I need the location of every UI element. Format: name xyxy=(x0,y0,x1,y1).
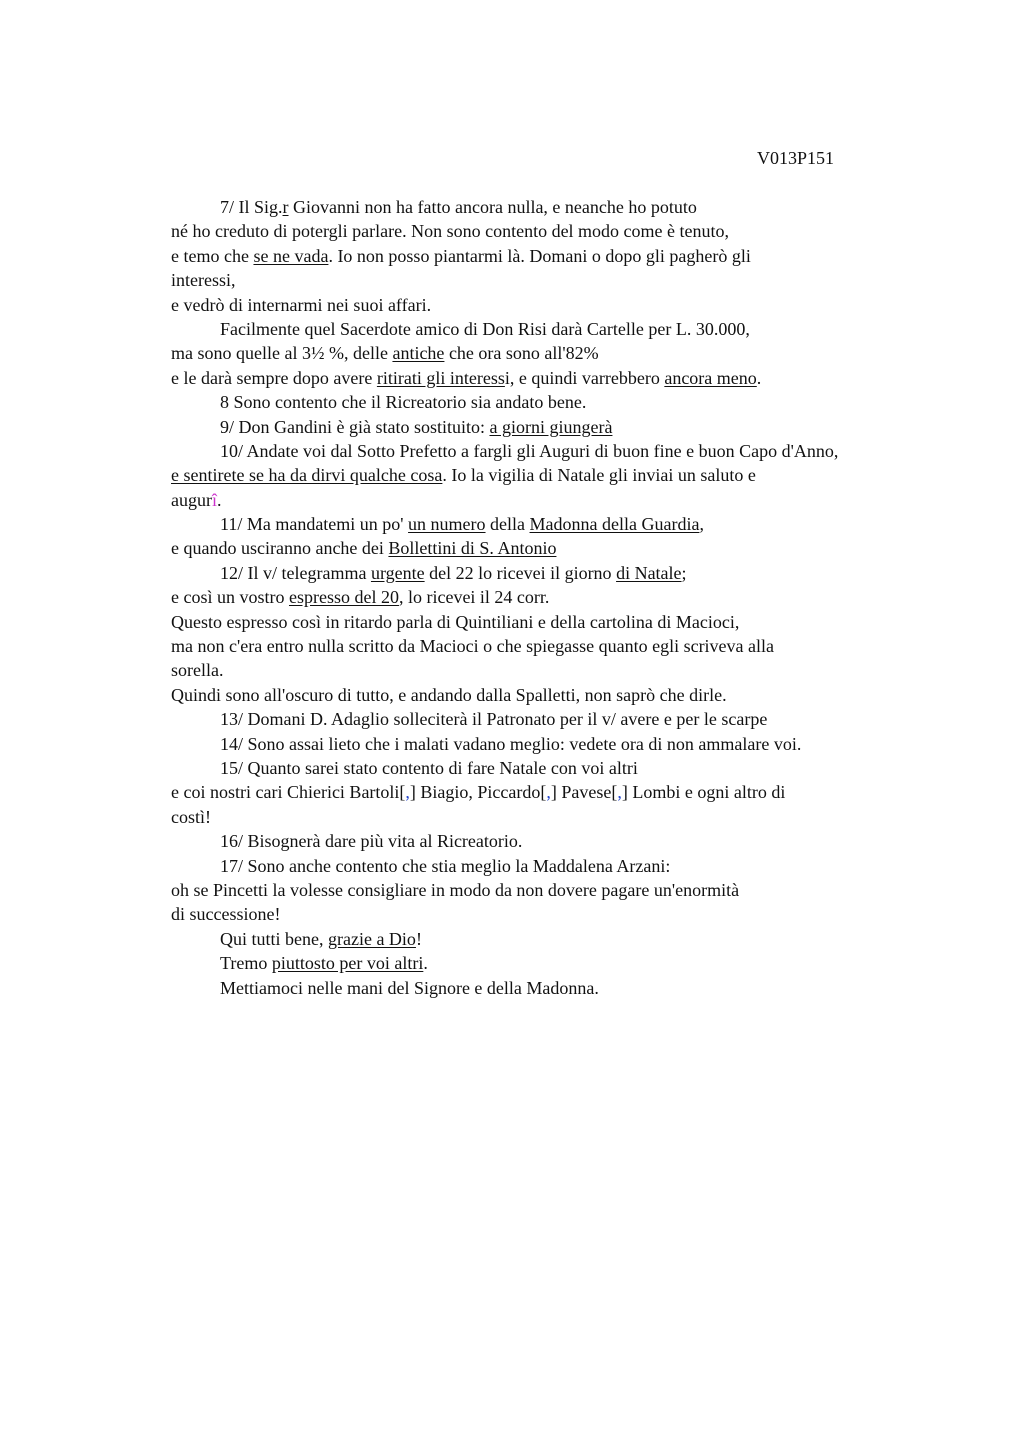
underlined-text: a giorni giungerà xyxy=(489,416,613,437)
underlined-text: grazie a Dio xyxy=(327,928,416,949)
text-line xyxy=(171,488,1016,512)
text-line xyxy=(171,683,1016,707)
text-segment: Facilmente quel Sacerdote amico di Don Risi darà Cartelle per L. 30.000, xyxy=(220,318,750,339)
underlined-text: se ne vada xyxy=(253,245,329,266)
text-segment: , xyxy=(699,514,704,535)
text-line xyxy=(171,634,1016,658)
text-segment: Quindi sono all'oscuro di tutto, e andando dalla Spalletti, non saprò che dirle. xyxy=(171,684,727,705)
text-segment: 13/ Domani D. Adaglio solleciterà il Patronato per il v/ avere e per le scarpe xyxy=(220,709,768,730)
text-line xyxy=(171,658,1016,682)
text-segment: e coi nostri cari Chierici Bartoli[ xyxy=(171,782,406,803)
underlined-text: antiche xyxy=(392,343,445,364)
text-line xyxy=(171,585,1016,609)
text-segment: e quando usciranno anche dei xyxy=(171,538,389,559)
underlined-text: ritirati gli interess xyxy=(376,367,505,388)
underlined-text: urgente xyxy=(370,562,425,583)
text-segment: . xyxy=(217,489,222,510)
text-segment: ; xyxy=(681,562,687,583)
colored-mark: î xyxy=(211,489,217,510)
text-line xyxy=(171,219,1016,243)
underlined-text: Bollettini di S. Antonio xyxy=(388,538,557,559)
text-segment: 9/ Don Gandini è già stato sostituito: xyxy=(220,416,490,437)
text-line xyxy=(171,610,1016,634)
text-line xyxy=(171,854,1016,878)
underlined-text: espresso del 20 xyxy=(288,587,399,608)
colored-mark: , xyxy=(405,782,410,803)
text-line xyxy=(171,878,1016,902)
text-line xyxy=(171,829,1016,853)
colored-mark: , xyxy=(617,782,622,803)
text-segment: e le darà sempre dopo avere xyxy=(171,367,377,388)
text-line xyxy=(171,756,1016,780)
text-segment: Questo espresso così in ritardo parla di Quintiliani e della cartolina di Macioci, xyxy=(171,611,740,632)
text-line xyxy=(171,293,1016,317)
underlined-text: e sentirete se ha da dirvi qualche cosa xyxy=(171,465,443,486)
text-segment: . xyxy=(423,953,428,974)
text-segment: interessi, xyxy=(171,270,236,291)
text-line xyxy=(171,268,1016,292)
text-segment: ] Pavese[ xyxy=(550,782,618,803)
text-segment: sorella. xyxy=(171,660,224,681)
text-line xyxy=(171,707,1016,731)
letter-body xyxy=(171,195,1016,1000)
text-segment: e temo che xyxy=(171,245,254,266)
text-segment: 10/ Andate voi dal Sotto Prefetto a fargli gli Auguri di buon fine e buon Capo d'Anno, xyxy=(220,440,839,461)
text-segment: e così un vostro xyxy=(171,587,289,608)
text-line xyxy=(171,732,1016,756)
text-segment: , lo ricevei il 24 corr. xyxy=(398,587,550,608)
text-segment: del 22 lo ricevei il giorno xyxy=(424,562,617,583)
text-line xyxy=(171,195,1016,219)
text-line xyxy=(171,415,1016,439)
text-segment: Qui tutti bene, xyxy=(220,928,328,949)
text-segment: . Io la vigilia di Natale gli inviai un saluto e xyxy=(442,465,756,486)
text-segment: ma sono quelle al 3½ %, delle xyxy=(171,343,393,364)
text-line xyxy=(171,341,1016,365)
text-line xyxy=(171,317,1016,341)
text-line xyxy=(171,951,1016,975)
text-line xyxy=(171,976,1016,1000)
text-line xyxy=(171,439,1016,463)
text-segment: . Io non posso piantarmi là. Domani o dopo gli pagherò gli xyxy=(328,245,751,266)
underlined-text: un numero xyxy=(408,514,486,535)
text-segment: 8 Sono contento che il Ricreatorio sia andato bene. xyxy=(220,392,587,413)
underlined-text: ancora meno xyxy=(664,367,757,388)
text-segment: costì! xyxy=(171,806,211,827)
text-line xyxy=(171,390,1016,414)
text-segment: ! xyxy=(415,928,422,949)
underlined-text: piuttosto per voi altri xyxy=(271,953,424,974)
text-segment: 7/ Il Sig. xyxy=(220,197,283,217)
text-segment: i, e quindi varrebbero xyxy=(504,367,665,388)
text-line xyxy=(171,463,1016,487)
text-segment: 15/ Quanto sarei stato contento di fare Natale con voi altri xyxy=(220,757,638,778)
text-segment: che ora sono all'82% xyxy=(444,343,599,364)
text-segment: Tremo xyxy=(220,953,272,974)
text-segment: ] Lombi e ogni altro di xyxy=(621,782,786,803)
text-line xyxy=(171,927,1016,951)
text-line xyxy=(171,512,1016,536)
text-segment: . xyxy=(756,367,762,388)
text-segment: della xyxy=(485,514,530,535)
page-id: V013P151 xyxy=(757,148,835,168)
text-segment: oh se Pincetti la volesse consigliare in modo da non dovere pagare un'enormità xyxy=(171,879,740,900)
text-segment: 14/ Sono assai lieto che i malati vadano meglio: vedete ora di non ammalare voi. xyxy=(220,733,802,754)
text-segment: 16/ Bisognerà dare più vita al Ricreatorio. xyxy=(220,831,523,852)
text-segment: Giovanni non ha fatto ancora nulla, e neanche ho potuto xyxy=(288,197,697,217)
text-line xyxy=(171,902,1016,926)
text-line xyxy=(171,244,1016,268)
colored-mark: , xyxy=(546,782,551,803)
text-segment: né ho creduto di potergli parlare. Non sono contento del modo come è tenuto, xyxy=(171,221,730,242)
text-segment: e vedrò di internarmi nei suoi affari. xyxy=(171,294,432,315)
underlined-text: Madonna della Guardia xyxy=(529,514,700,535)
text-line xyxy=(171,561,1016,585)
text-segment: 11/ Ma mandatemi un po' xyxy=(220,514,409,535)
text-segment: augur xyxy=(171,489,212,510)
text-segment: di successione! xyxy=(171,904,281,925)
text-segment: 17/ Sono anche contento che stia meglio la Maddalena Arzani: xyxy=(220,855,671,876)
text-line xyxy=(171,780,1016,804)
text-line xyxy=(171,366,1016,390)
text-line xyxy=(171,805,1016,829)
underlined-text: di Natale xyxy=(616,562,682,583)
underlined-text: r xyxy=(282,197,289,217)
text-segment: Mettiamoci nelle mani del Signore e della Madonna. xyxy=(220,977,599,998)
text-segment: ma non c'era entro nulla scritto da Macioci o che spiegasse quanto egli scriveva alla xyxy=(171,636,775,657)
text-segment: 12/ Il v/ telegramma xyxy=(220,562,371,583)
text-segment: ] Biagio, Piccardo[ xyxy=(409,782,547,803)
text-line xyxy=(171,536,1016,560)
